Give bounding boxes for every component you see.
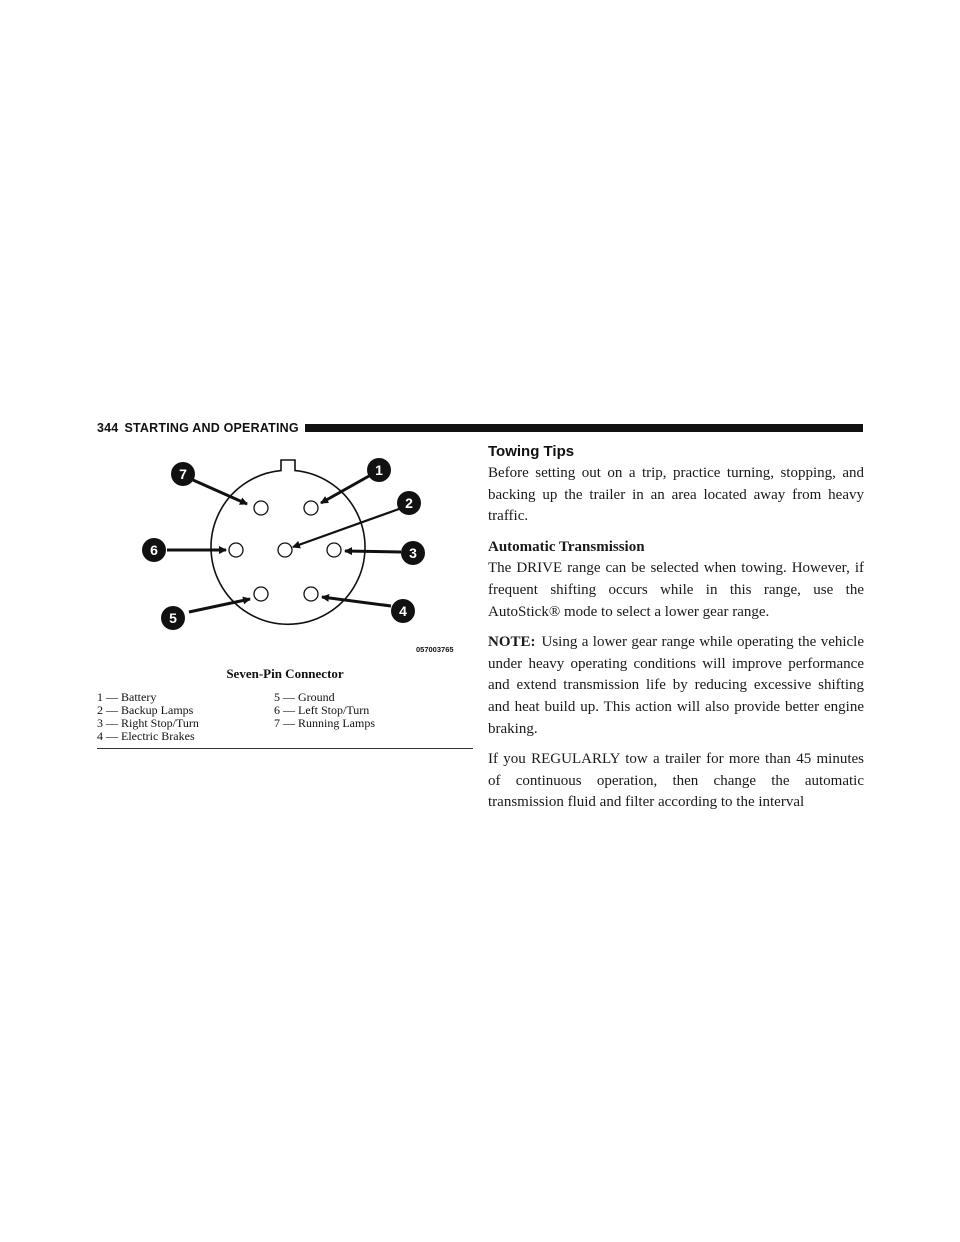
legend-item: 1 — Battery xyxy=(97,690,157,704)
automatic-transmission-text: The DRIVE range can be selected when towing. However, if frequent shifting occurs while in this range, use the AutoStick® mode to select a lower gear range. xyxy=(488,560,864,620)
note-text: Using a lower gear range while operating the vehicle under heavy operating conditions will improve performance and extend transmission life by reducing excessive shifting and heat build up. This action will also provide better engine braking. xyxy=(488,634,864,737)
leader-1 xyxy=(321,476,369,503)
svg-text:2: 2 xyxy=(405,495,413,511)
svg-text:1: 1 xyxy=(375,462,383,478)
leader-5 xyxy=(189,599,250,612)
svg-text:7: 7 xyxy=(179,466,187,482)
legend-item: 4 — Electric Brakes xyxy=(97,729,195,743)
leader-3 xyxy=(345,551,401,552)
callout-6 xyxy=(142,538,166,562)
legend-rule xyxy=(97,748,473,749)
svg-text:6: 6 xyxy=(150,542,158,558)
figure-code: 057003765 xyxy=(416,645,454,654)
legend-item: 2 — Backup Lamps xyxy=(97,703,194,717)
automatic-transmission-heading: Automatic Transmission xyxy=(488,538,645,555)
pin-7 xyxy=(254,501,268,515)
legend-item: 6 — Left Stop/Turn xyxy=(274,703,370,717)
legend-item: 3 — Right Stop/Turn xyxy=(97,716,199,730)
legend-right-column xyxy=(274,691,473,743)
page-header xyxy=(97,418,863,438)
legend-item: 5 — Ground xyxy=(274,690,335,704)
towing-tips-heading: Towing Tips xyxy=(488,443,575,460)
callout-7 xyxy=(171,462,195,486)
pin-4 xyxy=(304,587,318,601)
seven-pin-connector-diagram xyxy=(97,448,473,658)
pin-5 xyxy=(254,587,268,601)
callout-1 xyxy=(367,458,391,482)
figure-caption: Seven-Pin Connector xyxy=(226,666,344,681)
page-number: 344 xyxy=(97,421,119,435)
legend-item: 7 — Running Lamps xyxy=(274,716,375,730)
connector-figure xyxy=(97,448,473,750)
svg-text:5: 5 xyxy=(169,610,177,626)
towing-intro: Before setting out on a trip, practice turning, stopping, and backing up the trailer in an area located away from heavy traffic. xyxy=(488,465,864,525)
pin-3 xyxy=(327,543,341,557)
regular-tow-text: If you REGULARLY tow a trailer for more than 45 minutes of continuous operation, then change the automatic transmission fluid and filter according to the interval xyxy=(488,751,864,811)
figure-legend xyxy=(97,691,473,743)
text-column xyxy=(488,443,864,823)
callout-3 xyxy=(401,541,425,565)
svg-text:3: 3 xyxy=(409,545,417,561)
pin-1 xyxy=(304,501,318,515)
section-title-header: STARTING AND OPERATING xyxy=(124,421,299,435)
header-rule xyxy=(305,424,863,432)
callout-5 xyxy=(161,606,185,630)
legend-left-column xyxy=(97,691,274,743)
callout-2 xyxy=(397,491,421,515)
leader-7 xyxy=(193,480,247,504)
svg-text:4: 4 xyxy=(399,603,407,619)
leader-4 xyxy=(322,597,391,606)
callout-4 xyxy=(391,599,415,623)
note-paragraph xyxy=(488,632,864,740)
pin-6 xyxy=(229,543,243,557)
note-label: NOTE: xyxy=(488,634,536,651)
pin-2 xyxy=(278,543,292,557)
